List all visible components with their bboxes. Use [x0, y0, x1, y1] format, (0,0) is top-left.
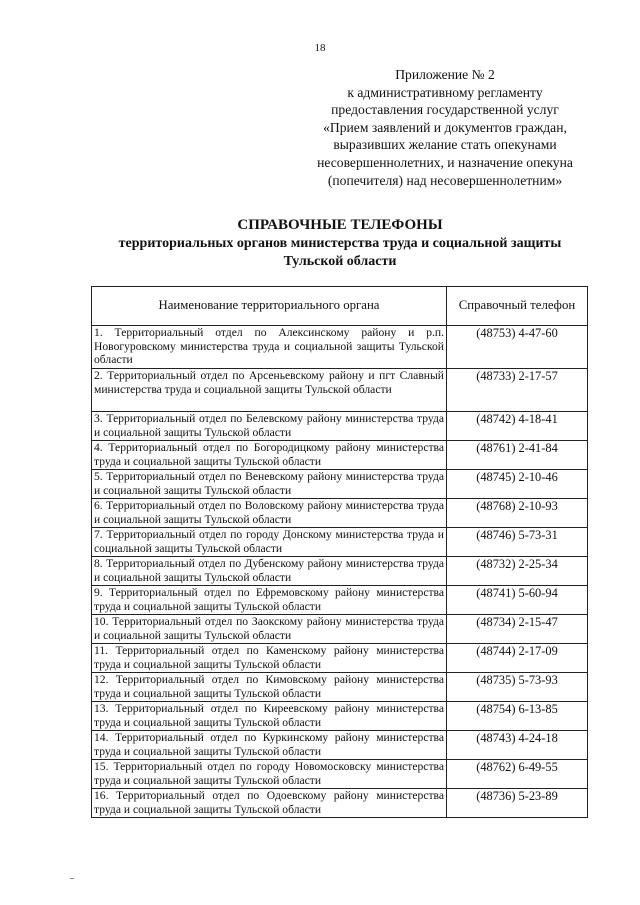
office-phone: (48761) 2-41-84	[447, 441, 588, 470]
office-name: 11. Территориальный отдел по Каменскому району министерства труда и социальной защиты Тульской области	[92, 644, 447, 673]
table-row	[92, 586, 588, 615]
office-phone: (48743) 4-24-18	[447, 731, 588, 760]
table-row	[92, 702, 588, 731]
table-row	[92, 528, 588, 557]
table-row	[92, 369, 588, 412]
phones-table	[91, 286, 588, 818]
table-row	[92, 557, 588, 586]
office-phone: (48745) 2-10-46	[447, 470, 588, 499]
office-name: 3. Территориальный отдел по Белевскому району министерства труда и социальной защиты Тульской области	[92, 412, 447, 441]
office-phone: (48742) 4-18-41	[447, 412, 588, 441]
table-row	[92, 644, 588, 673]
table-row	[92, 412, 588, 441]
heading-title: СПРАВОЧНЫЕ ТЕЛЕФОНЫ	[237, 217, 443, 233]
office-phone: (48734) 2-15-47	[447, 615, 588, 644]
office-name: 8. Территориальный отдел по Дубенскому району министерства труда и социальной защиты Тульской области	[92, 557, 447, 586]
office-phone: (48746) 5-73-31	[447, 528, 588, 557]
table-row	[92, 615, 588, 644]
heading-subtitle-line1: территориальных органов министерства труда и социальной защиты	[118, 236, 562, 251]
appendix-line: (попечителя) над несовершеннолетним»	[327, 172, 563, 188]
column-header-name: Наименование территориального органа	[92, 287, 447, 326]
appendix-line: предоставления государственной услуг	[331, 102, 559, 118]
office-phone: (48736) 5-23-89	[447, 789, 588, 818]
office-name: 5. Территориальный отдел по Веневскому району министерства труда и социальной защиты Тульской области	[92, 470, 447, 499]
office-phone: (48768) 2-10-93	[447, 499, 588, 528]
office-phone: (48735) 5-73-93	[447, 673, 588, 702]
column-header-phone: Справочный телефон	[447, 287, 588, 326]
table-row	[92, 441, 588, 470]
appendix-line: выразивших желание стать опекунами	[333, 137, 557, 153]
table-row	[92, 499, 588, 528]
office-phone: (48753) 4-47-60	[447, 326, 588, 369]
table-row	[92, 673, 588, 702]
office-phone: (48754) 6-13-85	[447, 702, 588, 731]
table-row	[92, 326, 588, 369]
office-phone: (48762) 6-49-55	[447, 760, 588, 789]
office-name: 4. Территориальный отдел по Богородицкому району министерства труда и социальной защиты Тульской области	[92, 441, 447, 470]
office-phone: (48732) 2-25-34	[447, 557, 588, 586]
table-header-row	[92, 287, 588, 326]
office-name: 16. Территориальный отдел по Одоевскому району министерства труда и социальной защиты Тульской области	[92, 789, 447, 818]
table-row	[92, 470, 588, 499]
appendix-line: «Прием заявлений и документов граждан,	[323, 119, 567, 135]
appendix-line: к административному регламенту	[347, 84, 543, 100]
table-row	[92, 760, 588, 789]
office-name: 9. Территориальный отдел по Ефремовскому району министерства труда и социальной защиты Тульской области	[92, 586, 447, 615]
office-name: 2. Территориальный отдел по Арсеньевскому району и пгт Славный министерства труда и социальной защиты Тульской области	[92, 369, 447, 412]
scan-mark	[70, 878, 74, 879]
office-name: 12. Территориальный отдел по Кимовскому району министерства труда и социальной защиты Тульской области	[92, 673, 447, 702]
office-phone: (48744) 2-17-09	[447, 644, 588, 673]
page-number: 18	[314, 42, 326, 54]
office-name: 7. Территориальный отдел по городу Донскому министерства труда и социальной защиты Тульской области	[92, 528, 447, 557]
office-name: 1. Территориальный отдел по Алексинскому району и р.п. Новогуровскому министерства труда и социальной защиты Тульской области	[92, 326, 447, 369]
office-name: 14. Территориальный отдел по Куркинскому району министерства труда и социальной защиты Тульской области	[92, 731, 447, 760]
table-row	[92, 731, 588, 760]
office-name: 10. Территориальный отдел по Заокскому району министерства труда и социальной защиты Тульской области	[92, 615, 447, 644]
appendix-note	[290, 66, 600, 189]
office-name: 15. Территориальный отдел по городу Новомосковску министерства труда и социальной защиты Тульской области	[92, 760, 447, 789]
appendix-line: несовершеннолетних, и назначение опекуна	[317, 154, 573, 170]
office-phone: (48741) 5-60-94	[447, 586, 588, 615]
appendix-line: Приложение № 2	[395, 67, 495, 82]
heading-subtitle-line2: Тульской области	[283, 254, 397, 269]
office-phone: (48733) 2-17-57	[447, 369, 588, 412]
office-name: 13. Территориальный отдел по Киреевскому району министерства труда и социальной защиты Тульской области	[92, 702, 447, 731]
table-row	[92, 789, 588, 818]
document-heading	[70, 216, 610, 271]
office-name: 6. Территориальный отдел по Воловскому району министерства труда и социальной защиты Тульской области	[92, 499, 447, 528]
